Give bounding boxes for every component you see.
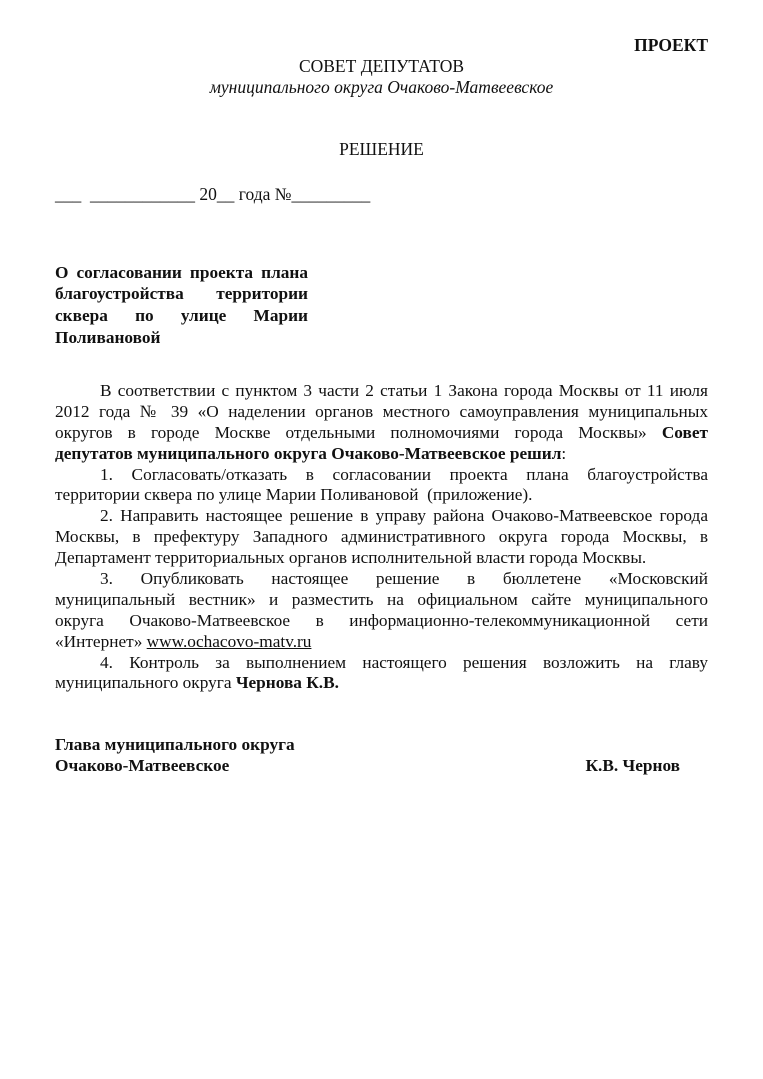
subject-line: О согласовании проекта плана <box>55 262 308 282</box>
resolution-item-2 <box>55 506 708 569</box>
bold-text: Совет <box>661 422 708 442</box>
line-text: : <box>561 443 567 463</box>
line-text: муниципального округа <box>55 673 232 693</box>
paragraph-line <box>55 632 708 653</box>
signatory-district: Очаково-Матвеевское <box>55 755 230 775</box>
line-text: В соответствии с пунктом 3 части 2 статьи 1 Закона города Москвы от 11 июля <box>100 381 708 400</box>
paragraph-line <box>55 485 708 506</box>
line-text: Департамент территориальных органов исполнительной власти города Москвы. <box>55 548 647 568</box>
district-subtitle: муниципального округа Очаково-Матвеевское <box>209 76 554 97</box>
line-text: 2012 года № 39 «О наделении органов местного самоуправления муниципальных <box>55 401 708 421</box>
paragraph-line <box>55 590 708 611</box>
resolution-item-1 <box>55 465 708 507</box>
paragraph-line <box>55 673 708 694</box>
bold-text: Чернова К.В. <box>235 673 339 693</box>
paragraph-line <box>55 611 708 632</box>
paragraph-line <box>55 527 708 548</box>
subject-line: благоустройства территории <box>55 284 308 304</box>
decision-body <box>55 381 708 694</box>
line-text: муниципальный вестник» и разместить на официальном сайте муниципального <box>55 589 708 609</box>
signatory-position: Глава муниципального округа <box>55 734 295 754</box>
website-link[interactable]: www.ochacovo-matv.ru <box>146 631 312 651</box>
line-text: территории сквера по улице Марии Поливановой (приложение). <box>55 485 533 505</box>
line-text: 3. Опубликовать настоящее решение в бюллетене «Московский <box>100 569 708 589</box>
line-text: округов в городе Москве отдельными полномочиями города Москвы» <box>55 422 647 442</box>
line-text: Москвы, в префектуру Западного административного округа города Москвы, в <box>55 527 708 547</box>
line-text: 4. Контроль за выполнением настоящего решения возложить на главу <box>100 652 708 672</box>
subject-line: сквера по улице Марии <box>55 305 308 325</box>
line-text: 1. Согласовать/отказать в согласовании проекта плана благоустройства <box>100 464 708 484</box>
paragraph-line <box>55 465 708 486</box>
paragraph-line <box>55 653 708 674</box>
document-type: РЕШЕНИЕ <box>339 138 424 159</box>
resolution-item-3 <box>55 569 708 653</box>
paragraph-line <box>55 506 708 527</box>
line-text: «Интернет» <box>55 631 143 651</box>
resolution-item-4 <box>55 653 708 695</box>
decision-subject <box>55 262 308 349</box>
line-text: округа Очаково-Матвеевское в информационно-телекоммуникационной сети <box>55 610 708 630</box>
paragraph-line <box>55 548 708 569</box>
signature-block <box>55 734 680 776</box>
bold-text: депутатов муниципального округа Очаково-Матвеевское решил <box>55 443 562 463</box>
paragraph-line <box>55 423 708 444</box>
date-number-line: ___ ____________ 20__ года №_________ <box>55 183 371 204</box>
subject-line: Поливановой <box>55 327 161 347</box>
paragraph-line <box>55 381 708 402</box>
signatory-name: К.В. Чернов <box>585 755 680 775</box>
draft-stamp: ПРОЕКТ <box>634 34 708 55</box>
line-text: 2. Направить настоящее решение в управу района Очаково-Матвеевское города <box>100 506 708 526</box>
preamble-paragraph <box>55 381 708 465</box>
paragraph-line <box>55 402 708 423</box>
paragraph-line <box>55 444 708 465</box>
council-title: СОВЕТ ДЕПУТАТОВ <box>298 55 465 76</box>
paragraph-line <box>55 569 708 590</box>
